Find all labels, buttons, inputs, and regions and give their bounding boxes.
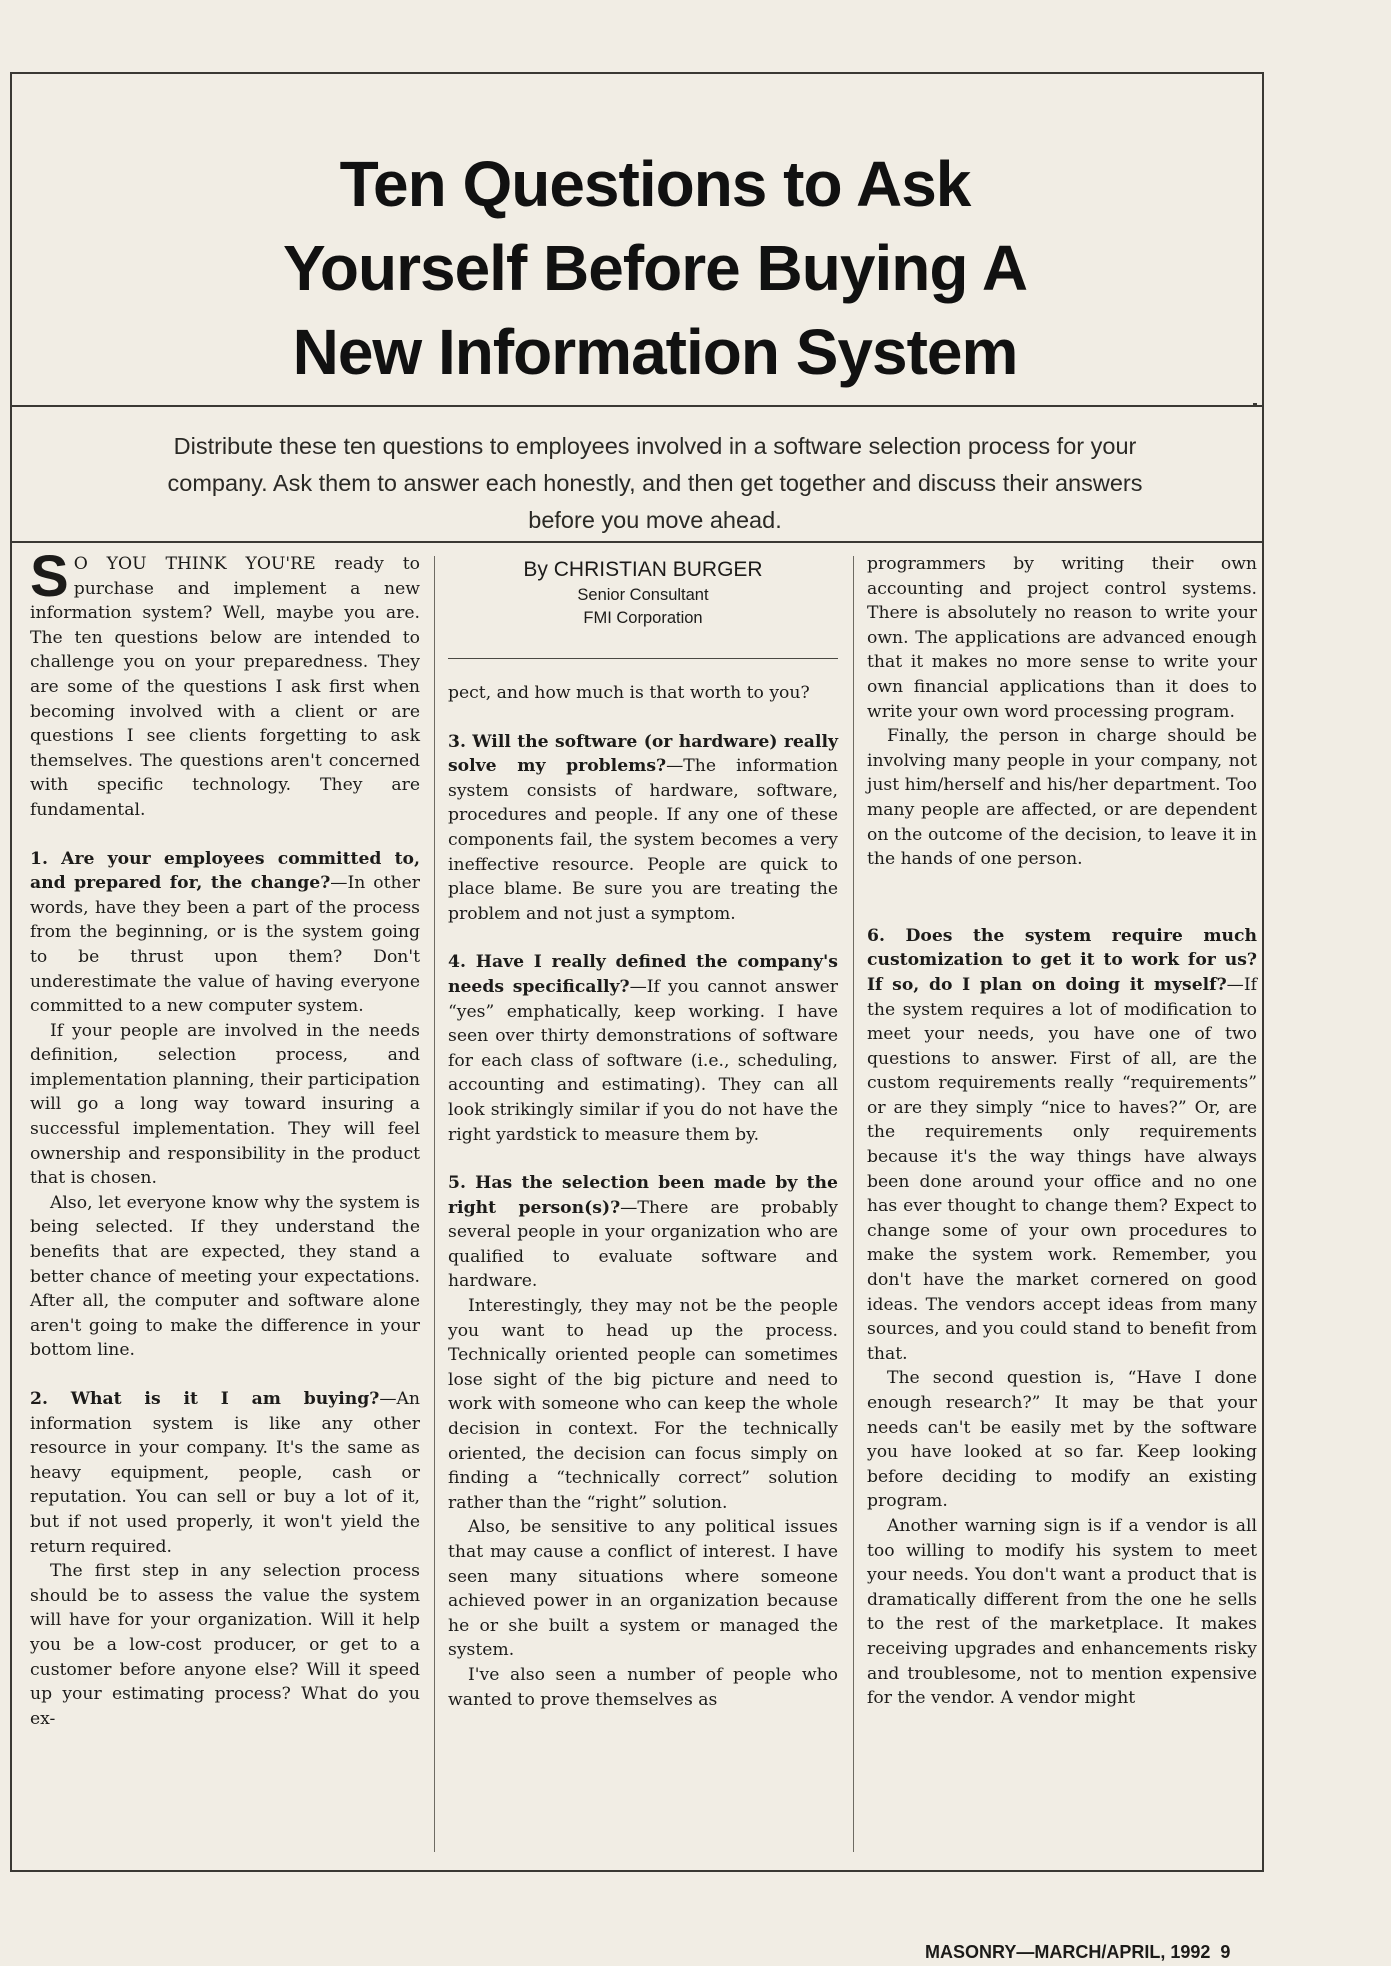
question-1-heading: 1. Are your employees committed to, and prepared for, the change? (30, 848, 420, 894)
deck-line-2: company. Ask them to answer each honestly, and then get together and discuss their answers (167, 470, 1143, 496)
byline (448, 556, 838, 630)
author-name: By CHRISTIAN BURGER (523, 558, 763, 581)
title-line-3: New Information System (292, 316, 1018, 388)
column-2 (448, 552, 838, 1712)
question-5-heading: 5. Has the selection been made by the right person(s)? (448, 1173, 838, 1218)
question-6-paragraph-2: The second question is, “Have I done enough research?” It may be that your needs can't be easily met by the software you have looked at so far. Keep looking before deciding to modify an existing program. (867, 1368, 1257, 1512)
page-number: 9 (1220, 1942, 1231, 1962)
article-deck (30, 428, 1280, 539)
question-1-body: —In other words, have they been a part of the process from the beginning, or is the system going to be thrust upon them? Don't underestimate the value of having everyone committed to a new computer system. (30, 873, 420, 1017)
question-1 (30, 847, 420, 1019)
column-divider-2 (853, 556, 854, 1852)
question-1-paragraph-2: If your people are involved in the needs definition, selection process, and implementation planning, their participation will go a long way toward insuring a successful implementation. They will feel ownership and responsibility in the product that is chosen. (30, 1020, 420, 1189)
question-3-heading: 3. Will the software (or hardware) really solve my problems? (448, 731, 838, 777)
question-5-body: —There are probably several people in your organization who are qualified to evaluate software and hardware. (448, 1197, 838, 1292)
question-2-paragraph-2: The first step in any selection process should be to assess the value the system will have for your organization. Will it help you be a low-cost producer, or get to a customer before anyone else? Will it speed up your estimating process? What do you ex- (30, 1561, 420, 1729)
question-3 (448, 730, 838, 927)
deck-divider (10, 541, 1264, 543)
question-2 (30, 1387, 420, 1559)
column-3 (867, 552, 1257, 1711)
deck-line-1: Distribute these ten questions to employees involved in a software selection process for your (173, 433, 1137, 459)
question-6-paragraph-3: Another warning sign is if a vendor is all too willing to modify his system to meet your needs. You don't want a product that is dramatically different from the one he sells to the rest of the marketplace. It makes receiving upgrades and enhancements risky and troublesome, not to mention expensive for the vendor. A vendor might (867, 1515, 1257, 1709)
intro-text: O YOU THINK YOU'RE ready to purchase and implement a new information system? Well, maybe you are. The ten questions below are intended to challenge you on your preparedness. They are some of the questions I ask first when becoming involved with a client or are questions I see clients forgetting to ask themselves. The questions aren't concerned with specific technology. They are fundamental. (30, 554, 420, 820)
question-6 (867, 924, 1257, 1367)
divider-mark (1253, 403, 1257, 407)
page-footer (925, 1942, 1230, 1963)
deck-line-3: before you move ahead. (528, 507, 782, 533)
title-line-1: Ten Questions to Ask (339, 148, 971, 220)
drop-cap: S (30, 544, 69, 609)
question-6-body: —If the system requires a lot of modification to meet your needs, you have one of two questions to answer. First of all, are the custom requirements really “requirements” or are they simply “nice to haves?” Or, are the requirements only requirements because it's the way things have always been done around your office and no one has ever thought to change them? Expect to change some of your own procedures to make the system work. Remember, you don't have the market cornered on good ideas. The vendors accept ideas from many sources, and you could stand to benefit from that. (867, 974, 1257, 1364)
question-5-paragraph-4: I've also seen a number of people who wanted to prove themselves as (448, 1664, 838, 1710)
question-5-paragraph-3: Also, be sensitive to any political issues that may cause a conflict of interest. I have seen many situations where someone achieved power in an organization because he or she built a system or managed the system. (448, 1517, 838, 1661)
question-1-paragraph-3: Also, let everyone know why the system is being selected. If they understand the benefits that are expected, they stand a better chance of meeting your expectations. After all, the computer and software alone aren't going to make the difference in your bottom line. (30, 1192, 420, 1361)
author-company: FMI Corporation (583, 609, 703, 627)
question-4 (448, 950, 838, 1147)
question-4-body: —If you cannot answer “yes” emphatically, keep working. I have seen over thirty demonstrations of software for each class of software (i.e., scheduling, accounting and estimating). They can all look strikingly similar if you do not have the right yardstick to measure them by. (448, 976, 838, 1145)
question-5-paragraph-5: Finally, the person in charge should be involving many people in your company, not just him/herself and his/her department. Too many people are affected, or are dependent on the outcome of the decision, to leave it in the hands of one person. (867, 726, 1257, 870)
publication-line: MASONRY—MARCH/APRIL, 1992 (925, 1942, 1211, 1962)
byline-divider (448, 658, 838, 659)
column-divider-1 (434, 556, 435, 1852)
question-5 (448, 1171, 838, 1294)
question-2-body: —An information system is like any other resource in your company. It's the same as heavy equipment, people, cash or reputation. You can sell or buy a lot of it, but if not used properly, it won't yield the return required. (30, 1389, 420, 1557)
question-4-heading: 4. Have I really defined the company's needs specifically? (448, 952, 838, 997)
question-2-continued: pect, and how much is that worth to you? (448, 683, 810, 703)
title-divider (10, 405, 1264, 407)
article-title (20, 142, 1290, 394)
title-line-2: Yourself Before Buying A (282, 232, 1028, 304)
question-5-paragraph-2: Interestingly, they may not be the people you want to head up the process. Technically oriented people can sometimes lose sight of the big picture and need to work with someone who can keep the whole decision in context. For the technically oriented, the decision can focus simply on finding a “technically correct” solution rather than the “right” solution. (448, 1296, 838, 1513)
intro-paragraph (30, 544, 420, 823)
question-2-heading: 2. What is it I am buying? (30, 1389, 380, 1409)
question-3-body: —The information system consists of hardware, software, procedures and people. If any one of these components fail, the system becomes a very ineffective resource. People are quick to place blame. Be sure you are treating the problem and not just a symptom. (448, 756, 839, 924)
column-1 (30, 544, 420, 1731)
question-5-continued: programmers by writing their own accounting and project control systems. There is absolutely no reason to write your own. The applications are advanced enough that it makes no more sense to write your own financial applications than it does to write your own word processing program. (867, 554, 1257, 722)
author-title: Senior Consultant (577, 586, 709, 604)
question-6-heading: 6. Does the system require much customization to get it to work for us? If so, do I plan on doing it myself? (867, 925, 1257, 995)
